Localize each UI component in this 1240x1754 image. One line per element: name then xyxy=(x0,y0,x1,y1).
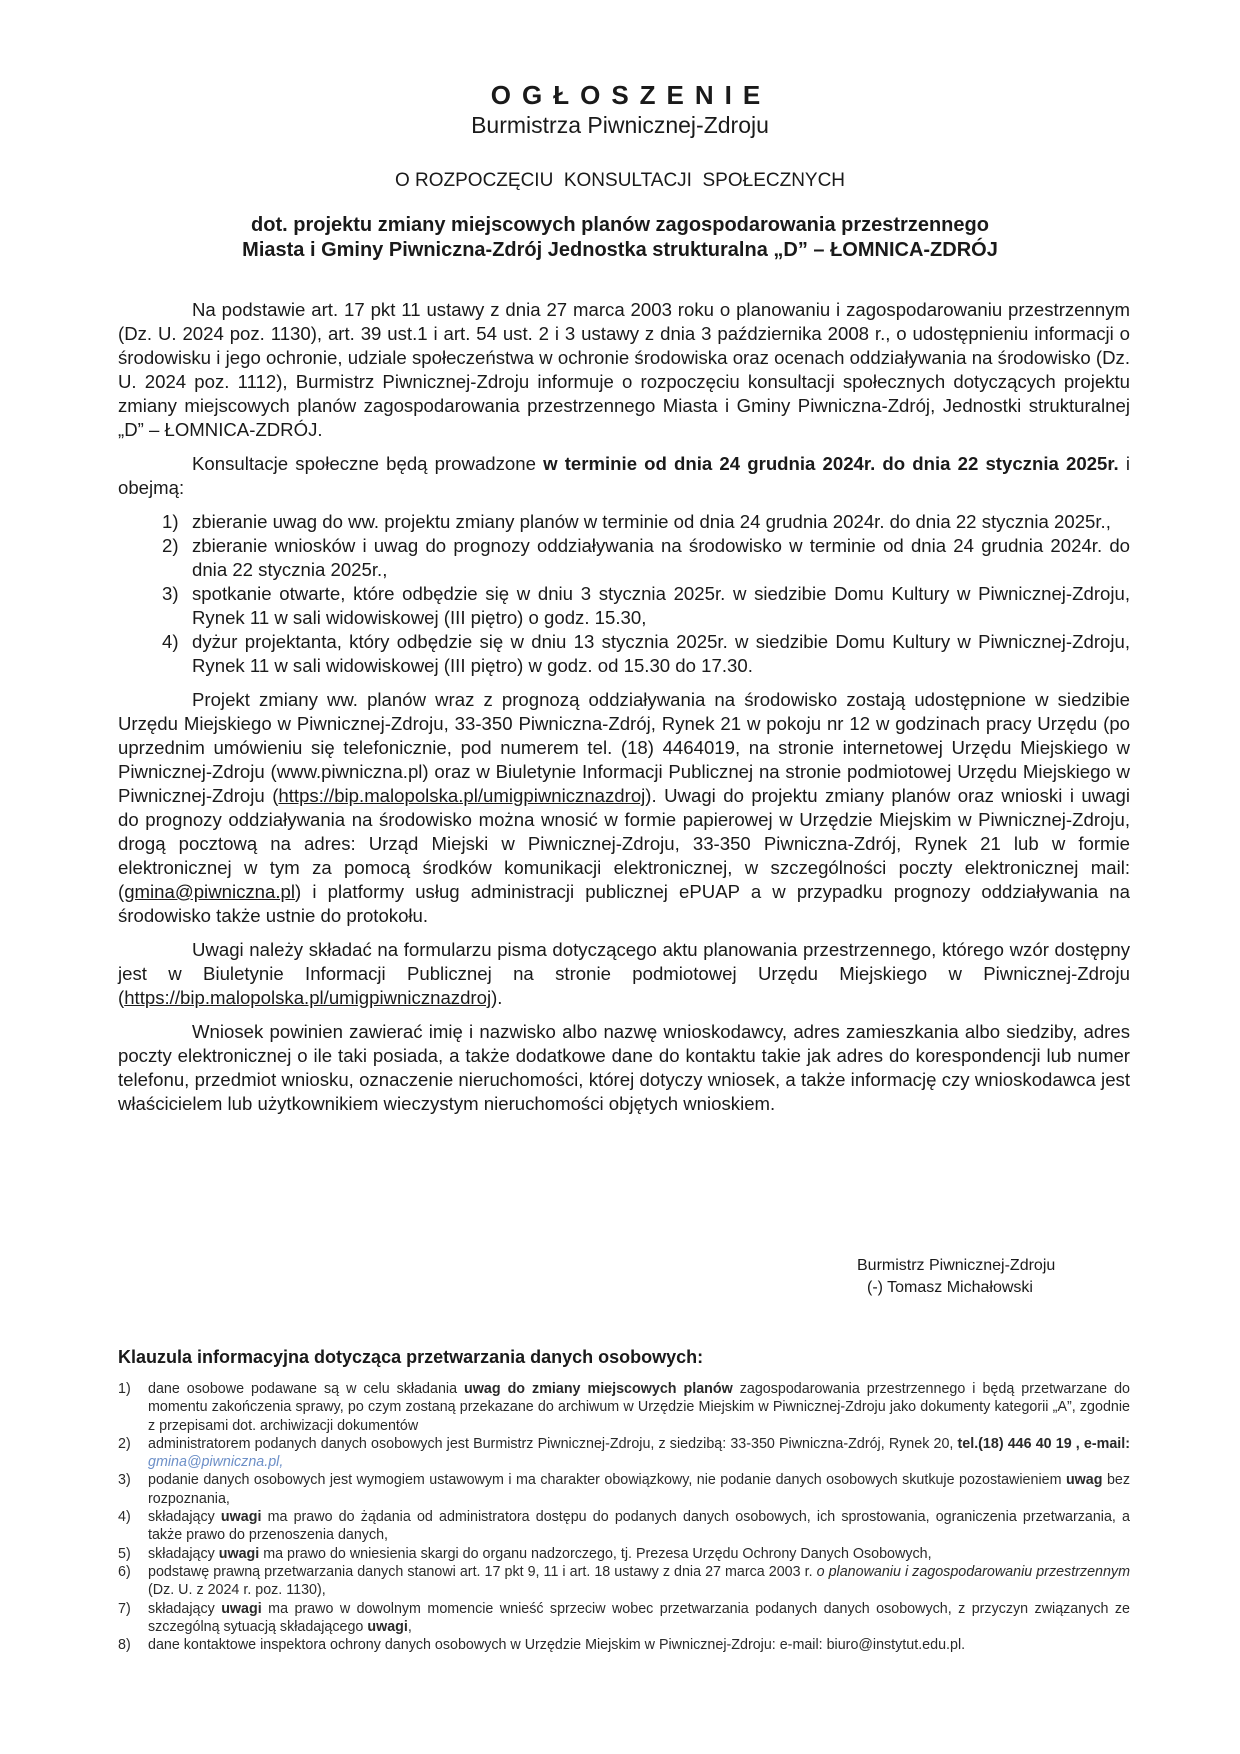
paragraph-form xyxy=(118,938,1130,1010)
list-number: 3) xyxy=(162,583,179,604)
consultation-activity-item xyxy=(118,510,1130,534)
list-number: 1) xyxy=(162,511,179,532)
announcement-issuer: Burmistrza Piwnicznej-Zdroju xyxy=(471,112,769,138)
text-segment: o planowaniu i zagospodarowaniu przestrzennym xyxy=(816,1563,1130,1580)
list-item-text: spotkanie otwarte, które odbędzie się w dniu 3 stycznia 2025r. w siedzibie Domu Kultury w Piwnicznej-Zdroju, Rynek 11 w sali widowiskowej (III piętro) o godz. 15.30, xyxy=(192,583,1130,628)
text-segment: składający xyxy=(148,1545,219,1562)
subject-line-1: dot. projektu zmiany miejscowych planów zagospodarowania przestrzennego xyxy=(251,214,989,236)
text-segment: ) i platformy usług administracji publicznej ePUAP a w przypadku prognozy oddziaływania na środowisko także ustnie do protokołu. xyxy=(118,881,1130,926)
consultation-activities-list xyxy=(118,510,1130,678)
text-segment: ). xyxy=(491,987,503,1008)
clause-item xyxy=(118,1563,1130,1600)
clause-item-text xyxy=(148,1637,965,1653)
text-segment: administratorem podanych danych osobowych jest Burmistrz Piwnicznej-Zdroju, z siedzibą: 33-350 Piwniczna-Zdrój, Rynek 20, xyxy=(148,1435,958,1452)
text-segment: Wniosek powinien zawierać imię i nazwisko albo nazwę wnioskodawcy, adres zamieszkania albo siedziby, adres poczty elektronicznej o ile taki posiada, a także dodatkowe dane do kontaktu takie jak adres do korespondencji lub numer telefonu, przedmiot wniosku, oznaczenie nieruchomości, której dotyczy wniosek, a także informację czy wnioskodawca jest właścicielem lub użytkownikiem wieczystym nieruchomości objętych wnioskiem. xyxy=(118,1021,1130,1114)
link[interactable]: https://bip.malopolska.pl/umigpiwnicznazdroj xyxy=(124,987,492,1008)
clause-item xyxy=(118,1380,1130,1435)
text-segment: Uwagi należy składać na formularzu pisma dotyczącego aktu planowania przestrzennego, którego wzór dostępny jest w Biuletynie Informacji Publicznej na stronie podmiotowej Urzędu Miejskiego w Piwnicznej-Zdroju ( xyxy=(118,939,1130,1008)
text-segment: Konsultacje społeczne będą prowadzone xyxy=(192,453,544,474)
signature-block xyxy=(857,1255,1055,1299)
announcement-body xyxy=(118,298,1130,1116)
text-segment: Na podstawie art. 17 pkt 11 ustawy z dnia 27 marca 2003 roku o planowaniu i zagospodarowaniu przestrzennym (Dz. U. 2024 poz. 1130), art. 39 ust.1 i art. 54 ust. 2 i 3 ustawy z dnia 3 października 2008 r., o udostępnieniu informacji o środowisku i jego ochronie, udziale społeczeństwa w ochronie środowiska oraz ocenach oddziaływania na środowisko (Dz. U. 2024 poz. 1112), Burmistrz Piwnicznej-Zdroju informuje o rozpoczęciu konsultacji społecznych dotyczących projektu zmiany miejscowych planów zagospodarowania przestrzennego Miasta i Gminy Piwniczna-Zdrój, Jednostki strukturalnej „D” – ŁOMNICA-ZDRÓJ. xyxy=(118,299,1130,440)
text-segment: zagospodarowania przestrzennego i będą przetwarzane do momentu zakończenia sprawy, po czym zostaną przekazane do archiwum w Urzędzie Miejskim w Piwnicznej-Zdroju jako dokumenty kategorii „A”, zgodnie z przepisami dot. archiwizacji dokumentów xyxy=(148,1381,1130,1434)
text-segment: (Dz. U. z 2024 r. poz. 1130), xyxy=(148,1582,326,1599)
clause-item-text xyxy=(148,1509,1130,1543)
text-segment: bez rozpoznania, xyxy=(148,1472,1130,1507)
clause-item xyxy=(118,1600,1130,1637)
clause-item-text xyxy=(148,1472,1130,1506)
subject-line-2: Miasta i Gminy Piwniczna-Zdrój Jednostka strukturalna „D” – ŁOMNICA-ZDRÓJ xyxy=(242,239,998,261)
signature-name: (-) Tomasz Michałowski xyxy=(867,1279,1033,1296)
list-number: 5) xyxy=(118,1545,131,1562)
paragraph-consultation-period xyxy=(118,452,1130,500)
list-number: 8) xyxy=(118,1637,131,1654)
text-segment: Projekt zmiany ww. planów wraz z prognozą oddziaływania na środowisko zostają udostępnione w siedzibie Urzędu Miejskiego w Piwnicznej-Zdroju, 33-350 Piwniczna-Zdrój, Rynek 21 w pokoju nr 12 w godzinach pracy Urzędu (po uprzednim umówieniu się telefonicznie, pod numerem tel. (18) 4464019, na stronie internetowej Urzędu Miejskiego w Piwnicznej-Zdroju (www.piwniczna.pl) oraz w Biuletynie Informacji Publicznej na stronie podmiotowej Urzędu Miejskiego w Piwnicznej-Zdroju ( xyxy=(118,689,1130,806)
clause-heading: Klauzula informacyjna dotycząca przetwarzania danych osobowych: xyxy=(118,1347,704,1367)
link[interactable]: https://bip.malopolska.pl/umigpiwnicznazdroj xyxy=(278,785,646,806)
bold-text: uwagi xyxy=(367,1618,408,1635)
clause-item-text xyxy=(148,1601,1130,1635)
text-segment: ). Uwagi do projektu zmiany planów oraz wnioski i uwagi do prognozy oddziaływania na środowisko można wnosić w formie papierowej w Urzędzie Miejskim w Piwnicznej-Zdroju, drogą pocztową na adres: Urząd Miejski w Piwnicznej-Zdroju, 33-350 Piwniczna-Zdrój, Rynek 21 lub w formie elektronicznej w tym za pomocą środków komunikacji elektronicznej, w szczególności poczty elektronicznej mail: ( xyxy=(118,785,1131,902)
bold-text: uwagi xyxy=(221,1600,262,1617)
link[interactable]: gmina@piwniczna.pl xyxy=(124,881,296,902)
list-item-text: zbieranie uwag do ww. projektu zmiany planów w terminie od dnia 24 grudnia 2024r. do dnia 22 stycznia 2025r., xyxy=(192,511,1111,532)
link[interactable]: gmina@piwniczna.pl, xyxy=(148,1454,284,1471)
clause-item xyxy=(118,1508,1130,1545)
bold-text: w terminie od dnia 24 grudnia 2024r. do dnia 22 stycznia 2025r. xyxy=(543,453,1119,474)
announcement-subject xyxy=(0,213,1240,263)
bold-text: uwag do zmiany miejscowych planów xyxy=(464,1381,733,1397)
paragraph-application-contents xyxy=(118,1020,1130,1116)
text-segment: ma prawo w dowolnym momencie wnieść sprzeciw wobec przetwarzania podanych danych osobowych, z przyczyn związanych ze szczególną sytuacją składającego xyxy=(148,1600,1130,1635)
list-number: 4) xyxy=(118,1509,131,1526)
text-segment: podstawę prawną przetwarzania danych stanowi art. 17 pkt 9, 11 i art. 18 ustawy z dnia 27 marca 2003 r. xyxy=(148,1563,817,1580)
bold-text: uwag xyxy=(1065,1472,1103,1489)
clause-item xyxy=(118,1636,1130,1654)
consultation-activity-item xyxy=(118,582,1130,630)
bold-text: uwagi xyxy=(220,1509,262,1526)
text-segment: dane kontaktowe inspektora ochrony danych osobowych w Urzędzie Miejskim w Piwnicznej-Zdroju: e-mail: biuro@instytut.edu.pl. xyxy=(148,1637,966,1654)
text-segment: dane osobowe podawane są w celu składania xyxy=(148,1381,465,1397)
list-number: 1) xyxy=(118,1381,131,1397)
bold-text: tel.(18) 446 40 19 , e-mail: xyxy=(957,1435,1131,1452)
clause-item-text xyxy=(148,1436,1130,1470)
text-segment: , xyxy=(407,1618,412,1635)
text-segment: podanie danych osobowych jest wymogiem ustawowym i ma charakter obowiązkowy, nie podanie danych osobowych skutkuje pozostawieniem xyxy=(148,1472,1066,1489)
text-segment: składający xyxy=(148,1509,221,1526)
list-number: 6) xyxy=(118,1563,131,1580)
clause-body xyxy=(118,1380,1130,1654)
clause-item xyxy=(118,1545,1130,1563)
text-segment: i obejmą: xyxy=(118,453,1131,498)
clause-item xyxy=(118,1471,1130,1508)
consultation-activity-item xyxy=(118,630,1130,678)
consultation-activity-item xyxy=(118,534,1130,582)
clause-item-text xyxy=(148,1381,1130,1434)
clause-item xyxy=(118,1435,1130,1472)
clause-item-text xyxy=(148,1546,932,1562)
text-segment: składający xyxy=(148,1600,222,1617)
announcement-topic: O ROZPOCZĘCIU KONSULTACJI SPOŁECZNYCH xyxy=(394,170,846,191)
paragraph-legal-basis xyxy=(118,298,1130,442)
list-number: 7) xyxy=(118,1600,131,1617)
text-segment: ma prawo do żądania od administratora dostępu do podanych danych osobowych, ich sprostowania, ograniczenia przetwarzania, a także prawo do przenoszenia danych, xyxy=(148,1509,1130,1544)
signature-role: Burmistrz Piwnicznej-Zdroju xyxy=(857,1257,1056,1274)
announcement-title: OGŁOSZENIE xyxy=(490,80,772,110)
paragraph-availability xyxy=(118,688,1130,928)
list-number: 2) xyxy=(118,1435,131,1452)
text-segment: ma prawo do wniesienia skargi do organu nadzorczego, tj. Prezesa Urzędu Ochrony Danych Osobowych, xyxy=(259,1545,932,1562)
list-number: 3) xyxy=(118,1472,131,1489)
list-number: 4) xyxy=(162,631,179,652)
list-item-text: zbieranie wniosków i uwag do prognozy oddziaływania na środowisko w terminie od dnia 24 grudnia 2024r. do dnia 22 stycznia 2025r., xyxy=(192,535,1130,580)
list-item-text: dyżur projektanta, który odbędzie się w dniu 13 stycznia 2025r. w siedzibie Domu Kultury w Piwnicznej-Zdroju, Rynek 11 w sali widowiskowej (III piętro) w godz. od 15.30 do 17.30. xyxy=(192,631,1130,676)
bold-text: uwagi xyxy=(218,1545,260,1562)
list-number: 2) xyxy=(162,535,179,556)
clause-list xyxy=(118,1380,1130,1654)
clause-item-text xyxy=(148,1564,1130,1598)
